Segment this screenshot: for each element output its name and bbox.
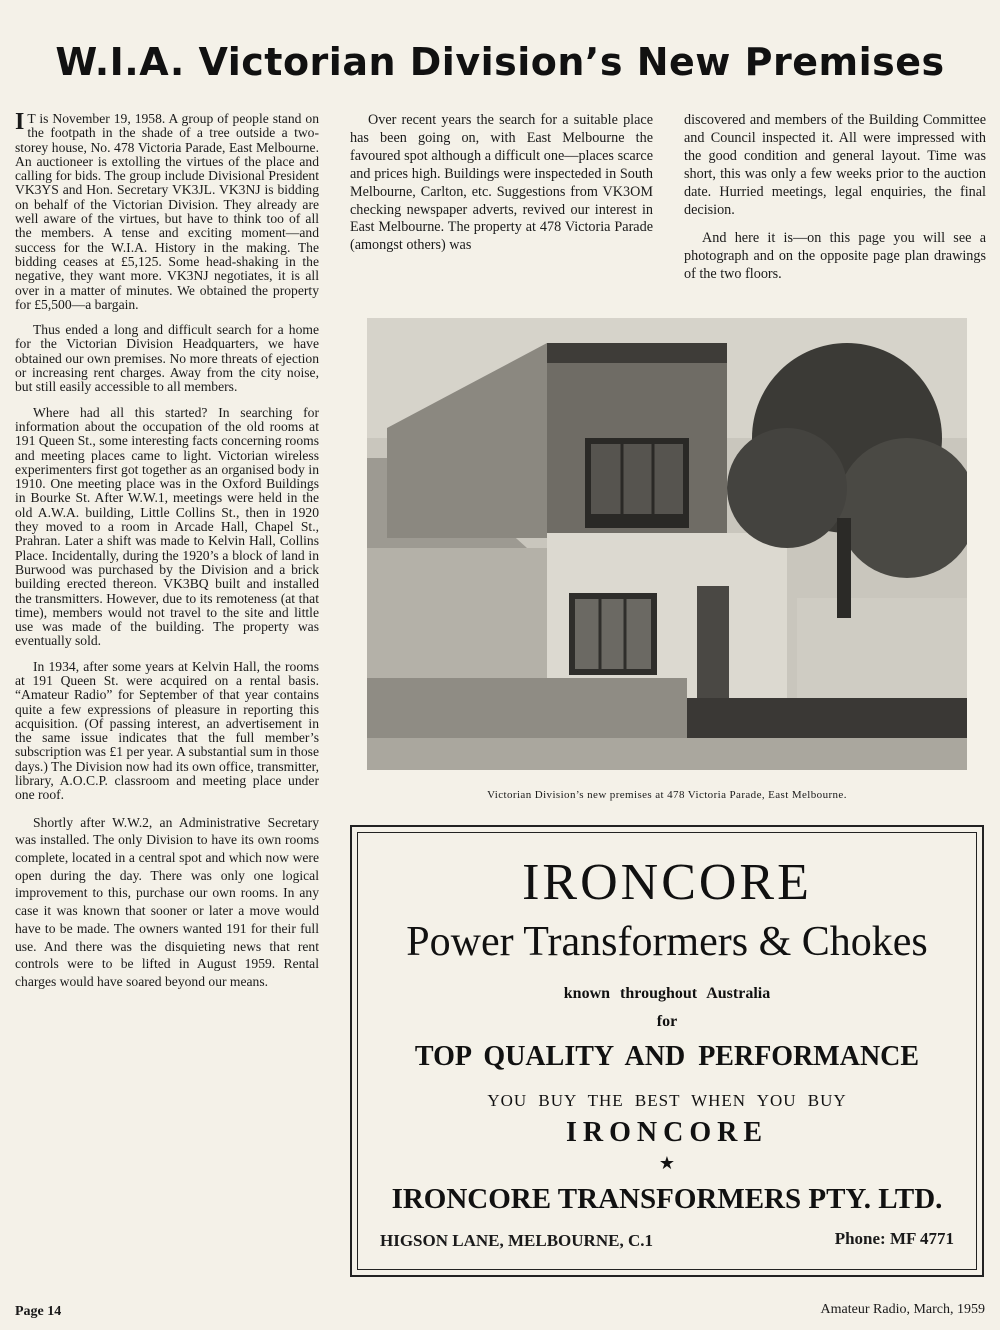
- ad-tagline: TOP QUALITY AND PERFORMANCE: [414, 1041, 920, 1072]
- ad-subtitle: Power Transformers & Chokes: [406, 919, 928, 965]
- article-title: W.I.A. Victorian Division’s New Premises: [55, 40, 945, 84]
- paragraph: Shortly after W.W.2, an Administrative Secretary was installed. The only Division to have its own rooms complete, located in a central spot and which now were open during the day. There was only one logical improvement to this, purchase our own rooms. In any case it was known that sooner or later a move would have to be made. The owners wanted 191 for their full use. And there was the disquieting news that rent controls were to be lifted in August 1959. Rental charges would have soared beyond our means.: [15, 814, 319, 989]
- paragraph: And here it is—on this page you will see a photograph and on the opposite page plan drawings of the two floors.: [684, 230, 986, 283]
- ad-brand-repeat: IRONCORE: [565, 1117, 768, 1148]
- paragraph: Thus ended a long and difficult search for a home for the Victorian Division Headquarters, we have obtained our own premises. No more threats of ejection or increasing rent charges. Away from the city noise, but still easily accessible to all members.: [15, 322, 319, 395]
- paragraph: In 1934, after some years at Kelvin Hall, the rooms at 191 Queen St. were acquired on a rental basis. “Amateur Radio” for September of that year contains quite a few expressions of pleasure in reporting this acquisition. (Of passing interest, an advertisement in the same issue indicates that the full member’s subscription was £1 per year. A substantial sum in those days.) The Division now had its own office, transmitter, library, A.O.C.P. classroom and meeting place under one roof.: [15, 658, 319, 803]
- middle-column: [350, 112, 653, 266]
- photo-caption: Victorian Division’s new premises at 478 Victoria Parade, East Melbourne.: [487, 789, 847, 801]
- paragraph: I T is November 19, 1958. A group of people stand on the footpath in the shade of a tree outside a two-storey house, No. 478 Victoria Parade, East Melbourne. An auctioneer is extolling the virtues of the place and calling for bids. The group include Divisional President VK3YS and Hon. Secretary VK3JL. VK3NJ is bidding on behalf of the Victorian Division. They already are well aware of the virtues, but have to think too of all the members. A tense and exciting moment—and success for the W.I.A. History in the making. The bidding ceases at £5,125. Some head-shaking in the negative, they want more. VK3NJ negotiates, it is all over in a matter of minutes. We obtained the property for £5,500—a bargain.: [15, 109, 319, 312]
- ad-known-text: known throughout Australia: [563, 985, 771, 1002]
- page-number: Page 14: [15, 1304, 62, 1319]
- ad-buy-text: YOU BUY THE BEST WHEN YOU BUY: [487, 1091, 847, 1110]
- paragraph: Where had all this started? In searching for information about the occupation of the old rooms at 191 Queen St., some interesting facts concerning rooms and meeting places came to light. Victorian wireless experimenters first got together as an organised body in 1910. One meeting place was in the Oxford Buildings in Bourke St. After W.W.1, meetings were held in the old A.W.A. building, Little Collins St., then in 1920 they moved to a room in Arcade Hall, Chapel St., Prahran. Later a shift was made to Kelvin Hall, Collins Place. Incidentally, during the 1920’s a block of land in Burwood was purchased by the Division and a brick building erected thereon. VK3BQ built and installed the transmitters. However, due to its remoteness (at that time), members would not travel to the site and little use was made of the building. The property was eventually sold.: [15, 404, 319, 649]
- paragraph: discovered and members of the Building Committee and Council inspected it. All were impressed with the good condition and general layout. Time was short, this was only a few weeks prior to the auction date. Hurried meetings, legal enquiries, the final decision.: [684, 112, 986, 218]
- building-photo: [367, 318, 967, 770]
- publication-info: Amateur Radio, March, 1959: [820, 1302, 985, 1317]
- ad-brand: IRONCORE: [522, 854, 812, 911]
- paragraph: Over recent years the search for a suitable place has been going on, with East Melbourne the favoured spot although a difficult one—places scarce and prices high. Buildings were inspecteded in South Melbourne, Carlton, etc. Suggestions from VK3OM checking newspaper adverts, revived our interest in East Melbourne. The property at 478 Victoria Parade (amongst others) was: [350, 112, 653, 254]
- ad-company: IRONCORE TRANSFORMERS PTY. LTD.: [391, 1183, 943, 1215]
- ad-phone: Phone: MF 4771: [834, 1229, 954, 1248]
- drop-cap: I: [15, 109, 25, 135]
- right-column: [684, 112, 986, 295]
- star-icon: ★: [658, 1153, 676, 1173]
- ad-for-text: for: [656, 1013, 678, 1030]
- ad-address: HIGSON LANE, MELBOURNE, C.1: [380, 1231, 653, 1250]
- left-column: [15, 109, 319, 1002]
- ad-inner-border: [357, 832, 977, 1270]
- ironcore-advertisement: [350, 825, 984, 1277]
